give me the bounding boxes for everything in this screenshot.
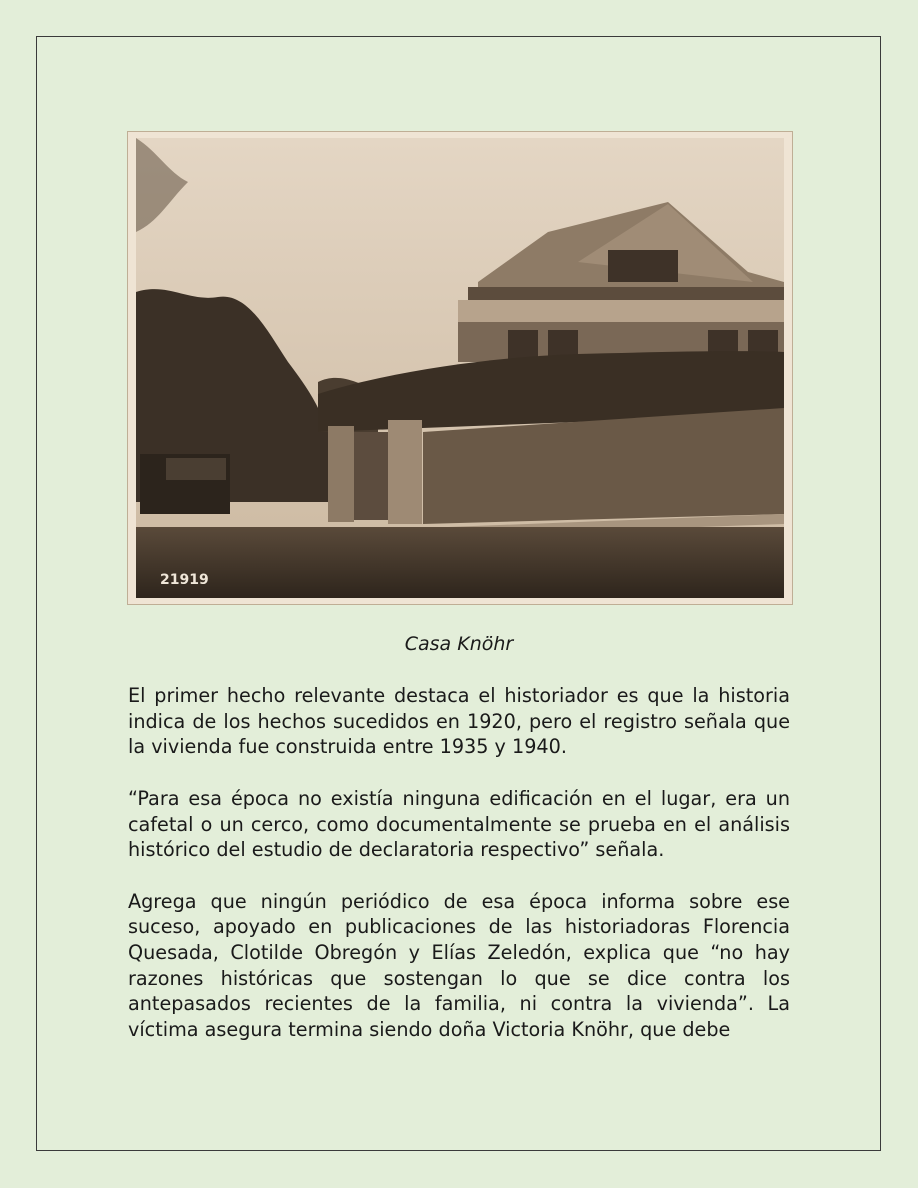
- paragraph-3: Agrega que ningún periódico de esa época informa sobre ese suceso, apoyado en publicaciones de las historiadoras Florencia Quesada, Clotilde Obregón y Elías Zeledón, explica que “no hay razones históricas que sostengan lo que se dice contra los antepasados recientes de la familia, ni contra la vivienda”. La víctima asegura termina siendo doña Victoria Knöhr, que debe: [128, 889, 790, 1042]
- figure-caption: Casa Knöhr: [404, 633, 514, 655]
- paragraph-1: El primer hecho relevante destaca el historiador es que la historia indica de los hechos sucedidos en 1920, pero el registro señala que la vivienda fue construida entre 1935 y 1940.: [128, 684, 790, 759]
- paragraph-2: “Para esa época no existía ninguna edificación en el lugar, era un cafetal o un cerco, como documentalmente se prueba en el análisis histórico del estudio de declaratoria respectivo” señala.: [128, 786, 790, 862]
- article-body: [128, 683, 790, 1043]
- photo-number: 21919: [160, 572, 209, 588]
- sepia-house-photo: [128, 132, 792, 604]
- historic-photo-casa-knohr: [128, 132, 792, 604]
